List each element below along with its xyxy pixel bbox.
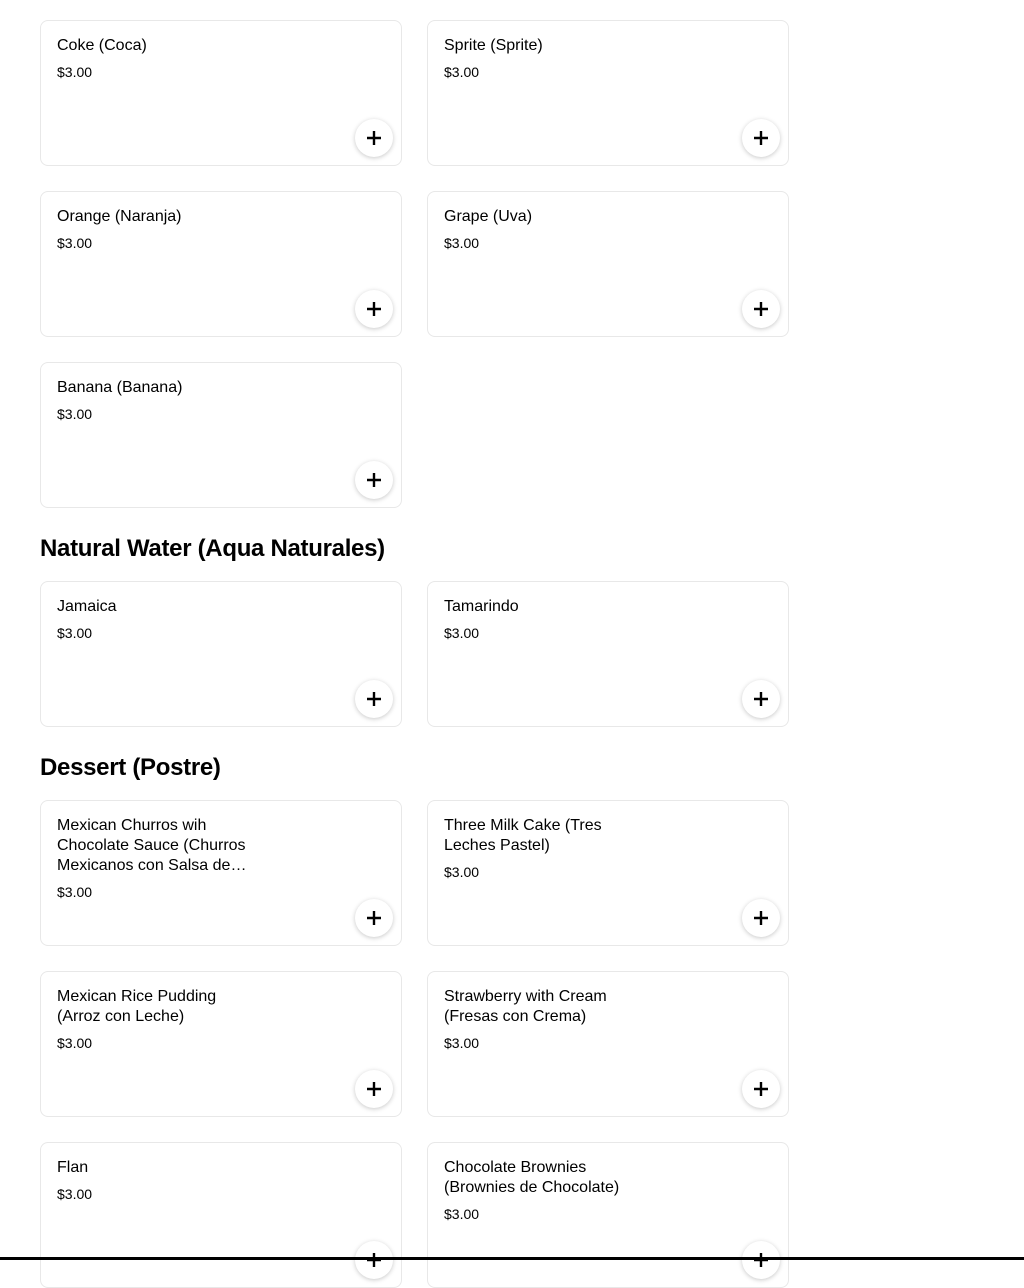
item-price: $3.00 xyxy=(57,1186,93,1202)
add-to-cart-button[interactable] xyxy=(742,119,780,157)
plus-icon xyxy=(754,1082,768,1096)
add-to-cart-button[interactable] xyxy=(742,290,780,328)
add-to-cart-button[interactable] xyxy=(355,680,393,718)
plus-icon xyxy=(754,692,768,706)
add-to-cart-button[interactable] xyxy=(355,119,393,157)
menu-item-card[interactable] xyxy=(427,1142,789,1288)
item-name: Banana (Banana) xyxy=(57,379,183,396)
menu-item-card[interactable] xyxy=(40,191,402,337)
item-name: Three Milk Cake (Tres Leches Pastel) xyxy=(444,817,602,854)
add-to-cart-button[interactable] xyxy=(742,1070,780,1108)
item-price: $3.00 xyxy=(444,864,480,880)
add-to-cart-button[interactable] xyxy=(355,899,393,937)
menu-item-card[interactable] xyxy=(427,191,789,337)
section-title: Dessert (Postre) xyxy=(40,754,221,781)
plus-icon xyxy=(367,1253,381,1267)
plus-icon xyxy=(367,131,381,145)
item-name: Sprite (Sprite) xyxy=(444,37,543,54)
item-price: $3.00 xyxy=(57,625,93,641)
menu-item-card[interactable] xyxy=(40,20,402,166)
item-name: Tamarindo xyxy=(444,598,519,615)
item-price: $3.00 xyxy=(57,64,93,80)
add-to-cart-button[interactable] xyxy=(355,1070,393,1108)
menu-item-card[interactable] xyxy=(427,800,789,946)
item-price: $3.00 xyxy=(444,1035,480,1051)
menu-item-card[interactable] xyxy=(40,362,402,508)
item-price: $3.00 xyxy=(444,64,480,80)
item-price: $3.00 xyxy=(444,625,480,641)
add-to-cart-button[interactable] xyxy=(355,290,393,328)
item-name: Mexican Churros wih Chocolate Sauce (Churros Mexicanos con Salsa de xyxy=(57,817,246,874)
add-to-cart-button[interactable] xyxy=(355,1241,393,1279)
plus-icon xyxy=(367,692,381,706)
item-name: Chocolate Brownies (Brownies de Chocolate) xyxy=(444,1159,620,1196)
item-name: Grape (Uva) xyxy=(444,208,533,225)
add-to-cart-button[interactable] xyxy=(742,1241,780,1279)
item-name: Jamaica xyxy=(57,598,117,615)
menu-item-card[interactable] xyxy=(427,20,789,166)
item-name: Orange (Naranja) xyxy=(57,208,182,225)
plus-icon xyxy=(754,911,768,925)
item-name: Mexican Rice Pudding (Arroz con Leche) xyxy=(57,988,217,1025)
item-price: $3.00 xyxy=(57,884,93,900)
item-price: $3.00 xyxy=(57,406,93,422)
item-price: $3.00 xyxy=(444,235,480,251)
menu-item-card[interactable] xyxy=(40,971,402,1117)
item-name: Flan xyxy=(57,1159,89,1176)
item-name: Coke (Coca) xyxy=(57,37,147,54)
plus-icon xyxy=(367,302,381,316)
plus-icon xyxy=(367,1082,381,1096)
add-to-cart-button[interactable] xyxy=(742,899,780,937)
plus-icon xyxy=(367,473,381,487)
item-price: $3.00 xyxy=(57,235,93,251)
plus-icon xyxy=(754,302,768,316)
add-to-cart-button[interactable] xyxy=(742,680,780,718)
plus-icon xyxy=(754,1253,768,1267)
plus-icon xyxy=(367,911,381,925)
item-price: $3.00 xyxy=(57,1035,93,1051)
menu-item-card[interactable] xyxy=(427,581,789,727)
menu-item-card[interactable] xyxy=(427,971,789,1117)
section-title: Natural Water (Aqua Naturales) xyxy=(40,535,385,562)
item-price: $3.00 xyxy=(444,1206,480,1222)
menu-item-card[interactable] xyxy=(40,1142,402,1288)
item-name: Strawberry with Cream (Fresas con Crema) xyxy=(444,988,607,1025)
add-to-cart-button[interactable] xyxy=(355,461,393,499)
menu-item-card[interactable] xyxy=(40,581,402,727)
menu-item-card[interactable] xyxy=(40,800,402,946)
plus-icon xyxy=(754,131,768,145)
